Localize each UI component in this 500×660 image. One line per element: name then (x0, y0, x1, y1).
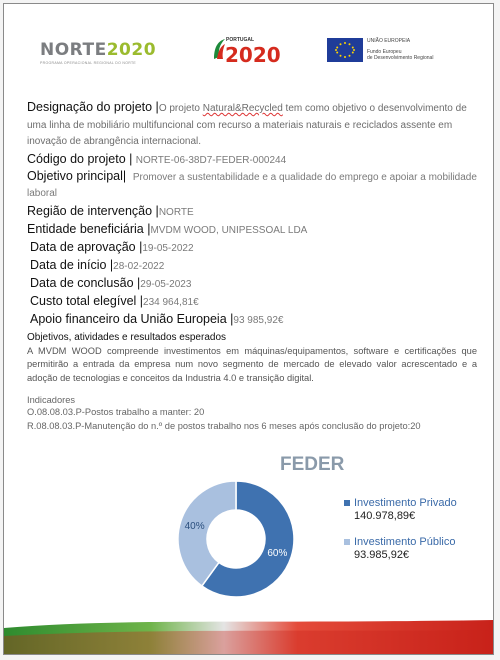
legend-swatch-privado (344, 500, 350, 506)
codigo-value: NORTE-06-38D7-FEDER-000244 (135, 154, 287, 166)
regiao-value: NORTE (158, 206, 194, 218)
project-details (27, 100, 477, 433)
indicators-title: Indicadores (27, 395, 76, 405)
bottom-color-band (4, 614, 493, 654)
objectives-text: A MVDM WOOD compreende investimentos em máquinas/equipamentos, software e certificações que permitirão a entrada da empresa num novo segmento de mercado de elevado valor acrescentado e a adoção de tecnologias e conceitos da Industria 4.0 e transição digital. (27, 345, 477, 383)
legend-name-privado: Investimento Privado (354, 497, 457, 509)
legend-value-publico: 93.985,92€ (354, 549, 410, 561)
apoio-row (27, 311, 477, 329)
objectives-title: Objetivos, atividades e resultados esperados (27, 331, 227, 343)
legend-swatch-publico (344, 539, 350, 545)
inicio-row (27, 257, 477, 275)
conclusao-label: Data de conclusão | (30, 275, 141, 290)
legend-name-publico: Investimento Público (354, 536, 456, 548)
designacao-pre: O projeto (158, 103, 203, 114)
feder-donut-chart (166, 479, 306, 599)
eu-line-1: UNIÃO EUROPEIA (367, 38, 411, 44)
norte2020-tagline: PROGRAMA OPERACIONAL REGIONAL DO NORTE (40, 61, 137, 65)
slice-label-privado: 60% (267, 547, 288, 559)
custo-value: 234 964,81€ (143, 296, 199, 308)
norte2020-wordmark: NORTE2020 (40, 40, 157, 60)
designacao-brand: Natural&Recycled (202, 103, 283, 114)
codigo-label: Código do projeto | (27, 151, 133, 166)
designacao-label: Designação do projeto | (27, 100, 159, 114)
entidade-value: MVDM WOOD, UNIPESSOAL LDA (150, 224, 308, 236)
eu-text (367, 38, 457, 61)
regiao-row (27, 203, 477, 221)
apoio-value: 93 985,92€ (233, 314, 284, 326)
portugal-year: 2020 (225, 43, 281, 67)
chart-legend (344, 497, 457, 575)
portugal-flag-swoosh-icon (212, 37, 226, 61)
designacao-post: tem como objetivo o desenvolvimento de uma linha de mobiliário multifuncional com recurso a materiais naturais e reciclados assente em inovação de abrangência internacional. (27, 103, 467, 147)
entidade-row (27, 221, 477, 239)
custo-row (27, 293, 477, 311)
designacao-row (27, 100, 477, 150)
indicator-item: O.08.08.03.P-Postos trabalho a manter: 20 (27, 407, 205, 417)
inicio-label: Data de início | (30, 257, 114, 272)
eu-line-2: Fundo Europeu (367, 49, 402, 55)
project-sheet (3, 3, 494, 655)
regiao-label: Região de intervenção | (27, 203, 159, 218)
objetivo-label: Objetivo principal| (27, 168, 127, 183)
apoio-label: Apoio financeiro da União Europeia | (30, 311, 234, 326)
indicator-item: R.08.08.03.P-Manutenção do n.º de postos trabalho nos 6 meses após conclusão do projeto:20 (27, 421, 421, 431)
portugal-label: PORTUGAL (226, 37, 255, 43)
legend-value-privado: 140.978,89€ (354, 510, 416, 522)
objetivo-row (27, 169, 477, 201)
aprovacao-value: 19-05-2022 (142, 242, 194, 254)
custo-label: Custo total elegível | (30, 293, 144, 308)
eu-logo (327, 38, 434, 67)
codigo-row (27, 151, 477, 169)
eu-flag-icon (327, 38, 363, 62)
aprovacao-row (27, 239, 477, 257)
inicio-value: 28-02-2022 (113, 260, 165, 272)
aprovacao-label: Data de aprovação | (30, 239, 143, 254)
slice-label-publico: 40% (184, 521, 205, 533)
entidade-label: Entidade beneficiária | (27, 221, 151, 236)
chart-title: FEDER (280, 454, 345, 475)
objetivo-value: Promover a sustentabilidade e a qualidade do emprego e apoiar a mobilidade laboral (27, 171, 477, 199)
eu-line-3: de Desenvolvimento Regional (367, 55, 434, 61)
conclusao-value: 29-05-2023 (140, 278, 192, 290)
portugal2020-logo (212, 37, 281, 67)
legend-item-publico (344, 536, 457, 563)
legend-item-privado (344, 497, 457, 524)
norte2020-logo (40, 40, 156, 65)
conclusao-row (27, 275, 477, 293)
